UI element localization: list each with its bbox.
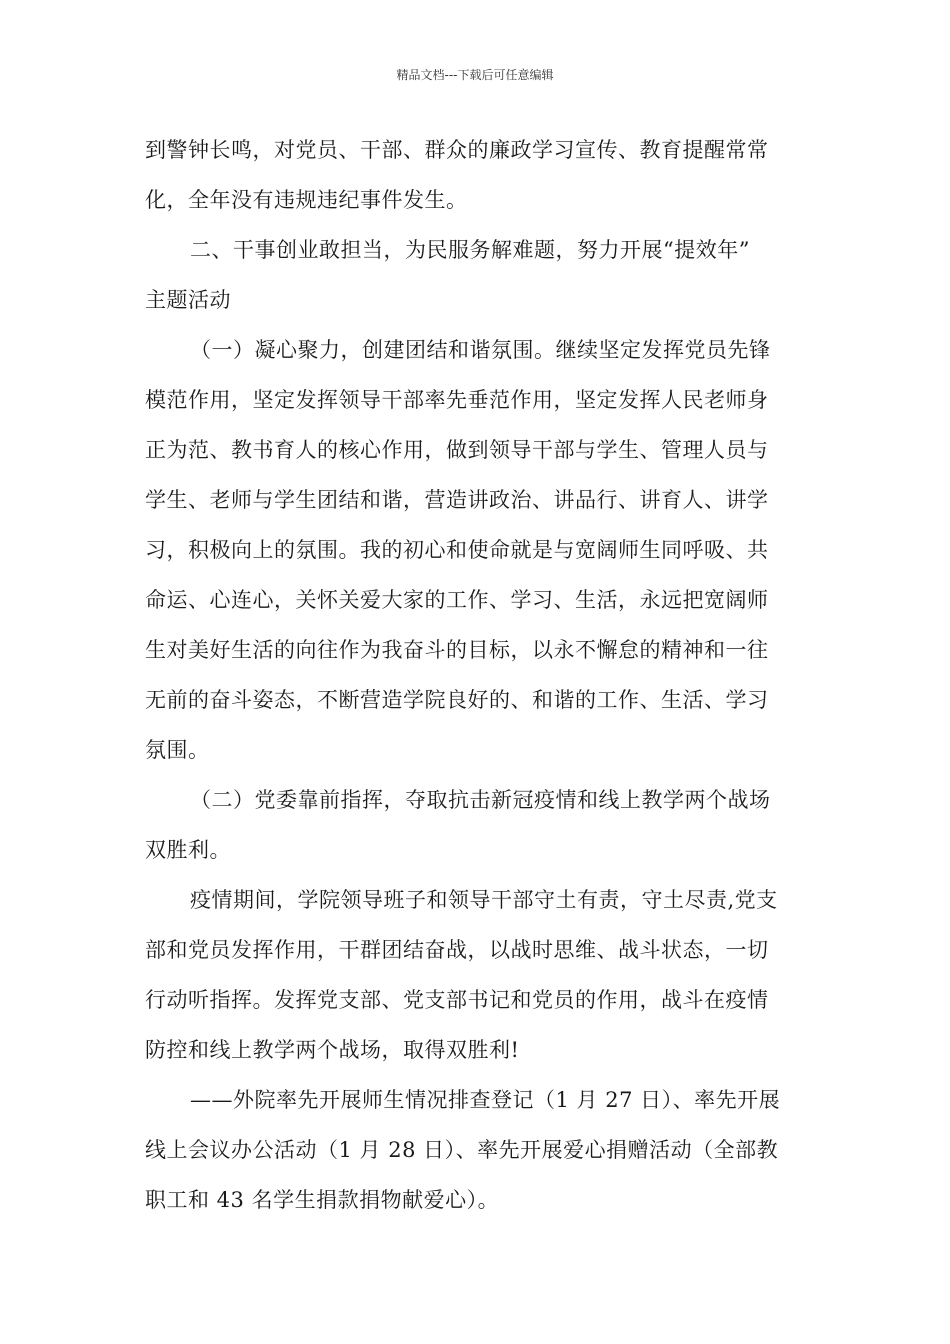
page-header: 精品文档---下载后可任意编辑 bbox=[396, 68, 554, 82]
text-line: 部和党员发挥作用，干群团结奋战，以战时思维、战斗状态，一切 bbox=[145, 938, 769, 962]
text-line: （一）凝心聚力，创建团结和谐氛围。继续坚定发挥党员先锋 bbox=[190, 338, 771, 362]
text-line: 无前的奋斗姿态，不断营造学院良好的、和谐的工作、生活、学习 bbox=[145, 688, 769, 712]
text-line: 学生、老师与学生团结和谐，营造讲政治、讲品行、讲育人、讲学 bbox=[145, 488, 769, 512]
text-line: 生对美好生活的向往作为我奋斗的目标，以永不懈怠的精神和一往 bbox=[145, 638, 769, 662]
text-line: 线上会议办公活动（1 月 28 日）、率先开展爱心捐赠活动（全部教 bbox=[145, 1138, 779, 1162]
section-heading: 主题活动 bbox=[145, 288, 231, 312]
text-line: 到警钟长鸣，对党员、干部、群众的廉政学习宣传、教育提醒常常 bbox=[145, 138, 769, 162]
text-line: 习，积极向上的氛围。我的初心和使命就是与宽阔师生同呼吸、共 bbox=[145, 538, 769, 562]
text-line: 正为范、教书育人的核心作用，做到领导干部与学生、管理人员与 bbox=[145, 438, 769, 462]
text-line: ——外院率先开展师生情况排查登记（1 月 27 日）、率先开展 bbox=[190, 1088, 781, 1112]
text-line: 疫情期间，学院领导班子和领导干部守土有责，守土尽责,党支 bbox=[190, 888, 778, 912]
text-line: 模范作用，坚定发挥领导干部率先垂范作用，坚定发挥人民老师身 bbox=[145, 388, 769, 412]
text-line: 双胜利。 bbox=[145, 838, 231, 862]
text-line: 防控和线上教学两个战场，取得双胜利! bbox=[145, 1038, 520, 1062]
text-line: 行动听指挥。发挥党支部、党支部书记和党员的作用，战斗在疫情 bbox=[145, 988, 769, 1012]
text-line: 氛围。 bbox=[145, 738, 210, 762]
text-line: 命运、心连心，关怀关爱大家的工作、学习、生活，永远把宽阔师 bbox=[145, 588, 769, 612]
text-line: 化，全年没有违规违纪事件发生。 bbox=[145, 188, 468, 212]
text-line: （二）党委靠前指挥，夺取抗击新冠疫情和线上教学两个战场 bbox=[190, 788, 771, 812]
section-heading: 二、干事创业敢担当，为民服务解难题，努力开展“提效年” bbox=[190, 238, 750, 262]
text-line: 职工和 43 名学生捐款捐物献爱心）。 bbox=[145, 1188, 500, 1212]
